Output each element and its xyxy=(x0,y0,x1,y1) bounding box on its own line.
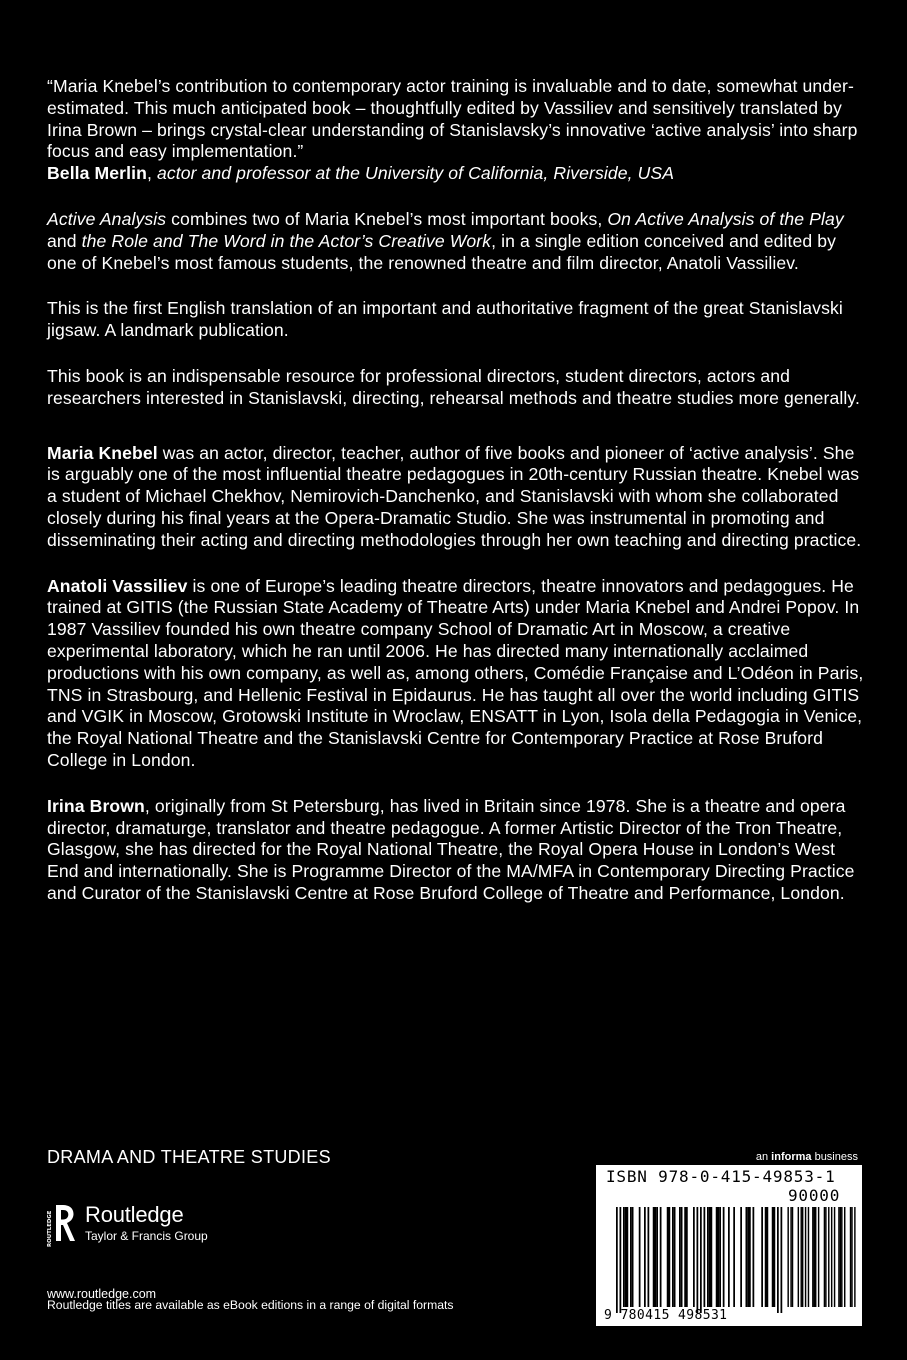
barcode-bar xyxy=(747,1207,749,1307)
barcode-block xyxy=(596,1150,862,1326)
addon-bar xyxy=(815,1207,816,1307)
barcode-bar xyxy=(746,1207,748,1307)
addon-bar xyxy=(850,1207,851,1307)
addon-bar xyxy=(825,1207,826,1307)
ebook-note: Routledge titles are available as eBook editions in a range of digital formats xyxy=(47,1298,454,1312)
bio-text: is one of Europe’s leading theatre directors, theatre innovators and pedagogues. He trained at GITIS (the Russian State Academy of Theatre Arts) under Maria Knebel and Andrei Popov. In 1987 Vassiliev founded his own theatre company School of Dramatic Art in Moscow, a creative experimental laboratory, which he ran until 2006. He has directed many internationally acclaimed productions with his own company, as well as, among others, Comédie Française and L’Odéon in Paris, TNS in Strasbourg, and Hellenic Festival in Epidaurus. He has taught all over the world including GITIS and VGIK in Moscow, Grotowski Institute in Wroclaw, ENSATT in Lyon, Isola della Pedagogia in Venice, the Royal National Theatre and the Stanislavski Centre for Contemporary Practice at Rose Bruford College in London. xyxy=(47,575,864,770)
svg-text:ROUTLEDGE: ROUTLEDGE xyxy=(47,1210,53,1247)
barcode-bar xyxy=(669,1207,671,1307)
barcode-bar xyxy=(616,1207,618,1313)
barcode-bar xyxy=(644,1207,646,1307)
addon-bar xyxy=(828,1207,829,1307)
barcode-bar xyxy=(716,1207,718,1307)
series-label: DRAMA AND THEATRE STUDIES xyxy=(47,1147,331,1167)
barcode-bar xyxy=(620,1207,622,1313)
reviewer-role: actor and professor at the University of California, Riverside, USA xyxy=(156,163,675,184)
barcode-bar xyxy=(749,1207,751,1307)
description-paragraph-3: This book is an indispensable resource for professional directors, student directors, actors and researchers interested in Stanislavski, directing, rehearsal methods and theatre studies more generally. xyxy=(47,365,860,408)
addon-bar xyxy=(840,1207,841,1307)
barcode-bar xyxy=(681,1207,683,1307)
addon-bar xyxy=(851,1207,852,1307)
bio-maria-knebel xyxy=(47,443,867,552)
description-paragraph-2: This is the first English translation of an important and authoritative fragment of the great Stanislavski jigsaw. A landmark publication. xyxy=(47,298,843,341)
publisher-logo xyxy=(45,1203,208,1249)
addon-bar xyxy=(805,1207,806,1307)
addon-bar xyxy=(792,1207,793,1307)
bio-name: Anatoli Vassiliev xyxy=(47,575,188,596)
barcode-bar xyxy=(704,1207,706,1307)
addon-bar xyxy=(831,1207,832,1307)
barcode-bar xyxy=(660,1207,662,1307)
reviewer-sep: , xyxy=(146,163,157,184)
publisher-name: Routledge xyxy=(85,1202,184,1227)
addon-bar xyxy=(824,1207,825,1307)
barcode-bar xyxy=(728,1207,730,1307)
reviewer-name: Bella Merlin xyxy=(47,163,147,184)
barcode-bar xyxy=(653,1207,655,1307)
back-cover-text xyxy=(47,76,867,905)
barcode-bar xyxy=(672,1207,674,1307)
addon-bar xyxy=(801,1207,802,1307)
bio-name: Maria Knebel xyxy=(47,442,158,463)
addon-bar xyxy=(844,1207,845,1307)
bio-name: Irina Brown xyxy=(47,795,145,816)
addon-bar xyxy=(818,1207,819,1307)
barcode-bar xyxy=(709,1207,711,1307)
bio-text: , originally from St Petersburg, has lived in Britain since 1978. She is a theatre and opera director, dramaturge, translator and theatre pedagogue. A former Artistic Director of the Tron Theatre, Glasgow, she has directed for the Royal National Theatre, the Royal Opera House in London’s West End and internationally. She is Programme Director of the MA/MFA in Contemporary Directing Practice and Curator of the Stanislavski Centre at Rose Bruford College of Theatre and Performance, London. xyxy=(47,795,855,903)
barcode-bar xyxy=(772,1207,774,1307)
barcode-bar xyxy=(711,1207,713,1307)
barcode-bar xyxy=(630,1207,632,1307)
barcode-bar xyxy=(679,1207,681,1307)
review-attribution xyxy=(47,163,867,185)
barcode-bar xyxy=(697,1207,699,1313)
barcode-bar xyxy=(719,1207,721,1307)
barcode-bar xyxy=(674,1207,676,1307)
barcode-bar xyxy=(656,1207,658,1307)
publisher-group: Taylor & Francis Group xyxy=(85,1229,208,1243)
source-book-1: On Active Analysis of the Play xyxy=(607,208,844,229)
addon-bar xyxy=(790,1207,791,1307)
description-paragraph-1: Active Analysis combines two of Maria Knebel’s most important books, On Active Analysis of the Play and the Role and The Word in the Actor’s Creative Work, in a single edition conceived and edited by one of Knebel’s most famous students, the renowned theatre and film director, Anatoli Vassiliev. xyxy=(47,208,844,273)
addon-bar xyxy=(834,1207,835,1307)
price-addon-label: 90000 xyxy=(788,1186,841,1205)
barcode-bar xyxy=(765,1207,767,1307)
isbn-label: ISBN 978-0-415-49853-1 xyxy=(606,1167,836,1186)
publisher-url: www.routledge.com xyxy=(47,1287,157,1301)
addon-bar xyxy=(808,1207,809,1307)
addon-bar xyxy=(854,1207,855,1307)
bio-text: was an actor, director, teacher, author of five books and pioneer of ‘active analysis’. She is arguably one of the most influential theatre pedagogues in 20th-century Russian theatre. Knebel was a student of Michael Chekhov, Nemirovich-Danchenko, and Stanislavski with whom she collaborated closely during his final years at the Opera-Dramatic Studio. She was instrumental in promoting and disseminating their acting and directing methodologies through her own teaching and directing practice. xyxy=(47,442,862,550)
ean-digits: 9 780415 498531 xyxy=(604,1308,728,1323)
barcode-bar xyxy=(655,1207,657,1307)
barcode-bar xyxy=(693,1207,695,1307)
barcode-bar xyxy=(740,1207,742,1307)
barcode-bar xyxy=(707,1207,709,1307)
barcode-bar xyxy=(718,1207,720,1307)
barcode-bar xyxy=(684,1207,686,1307)
addon-bar xyxy=(838,1207,839,1307)
barcode-bar xyxy=(623,1207,625,1307)
barcode-bar xyxy=(700,1207,702,1313)
routledge-r-icon xyxy=(45,1203,75,1249)
addon-bar xyxy=(812,1207,813,1307)
addon-bar xyxy=(814,1207,815,1307)
barcode-bar xyxy=(667,1207,669,1307)
addon-bar xyxy=(798,1207,799,1307)
barcode-bar xyxy=(767,1207,769,1307)
barcode-bar xyxy=(723,1207,725,1307)
bio-anatoli-vassiliev xyxy=(47,576,867,772)
addon-bar xyxy=(841,1207,842,1307)
barcode-bar xyxy=(686,1207,688,1307)
informa-tagline: an informa business xyxy=(755,1151,858,1163)
barcode-bar xyxy=(632,1207,634,1307)
bio-irina-brown xyxy=(47,796,867,905)
source-book-2: the Role and The Word in the Actor’s Creative Work xyxy=(81,230,492,251)
review-quote: “Maria Knebel’s contribution to contemporary actor training is invaluable and to date, somewhat under-estimated. This much anticipated book – thoughtfully edited by Vassiliev and sensitively translated by Irina Brown – brings crystal-clear understanding of Stanislavsky’s innovative ‘active analysis’ into sharp focus and easy implementation.” xyxy=(47,76,858,162)
addon-bar xyxy=(787,1207,788,1307)
barcode-bar xyxy=(639,1207,641,1307)
barcode-bar xyxy=(777,1207,779,1313)
barcode-bar xyxy=(781,1207,783,1313)
barcode-bar xyxy=(648,1207,650,1307)
barcode-bar xyxy=(627,1207,629,1307)
barcode-panel xyxy=(596,1165,862,1326)
barcode-bar xyxy=(761,1207,763,1307)
barcode-bar xyxy=(733,1207,735,1307)
book-title: Active Analysis xyxy=(47,208,167,229)
barcode-bar xyxy=(625,1207,627,1307)
addon-bar xyxy=(802,1207,803,1307)
barcode-bar xyxy=(753,1207,755,1307)
barcode-bar xyxy=(774,1207,776,1307)
